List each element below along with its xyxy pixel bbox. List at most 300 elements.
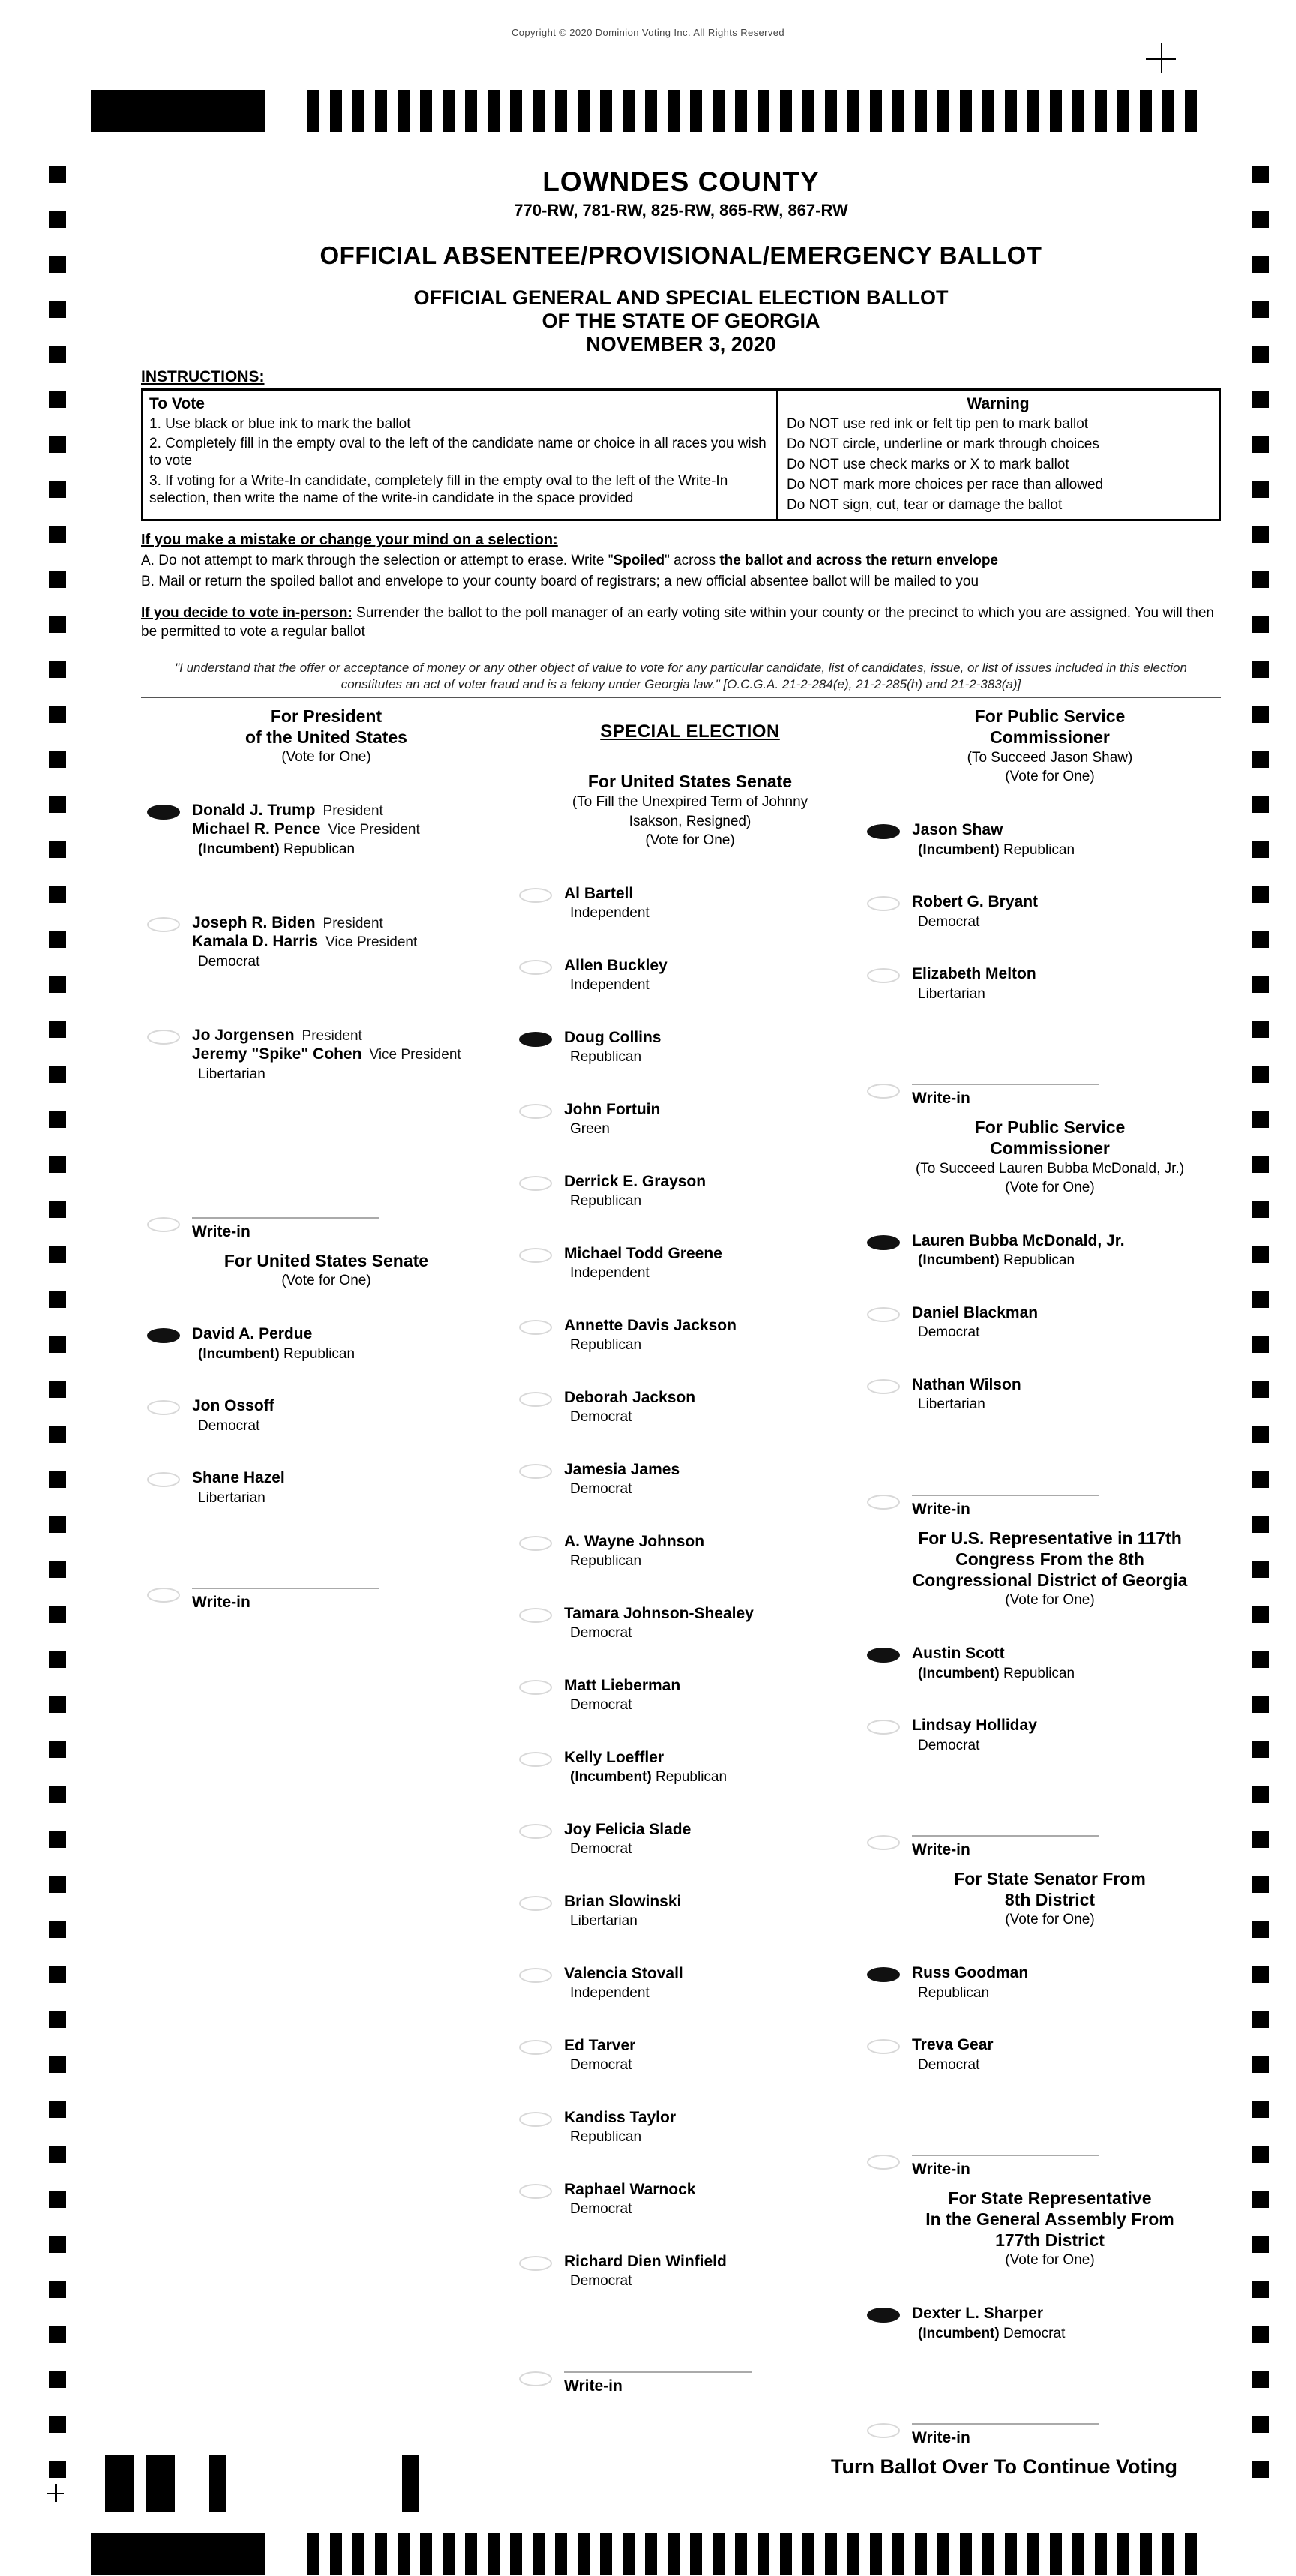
candidate-name: Annette Davis Jackson (564, 1316, 736, 1334)
timing-mark (50, 1291, 66, 1308)
timing-mark (1162, 2533, 1174, 2575)
timing-mark (488, 2533, 500, 2575)
timing-mark (488, 90, 500, 132)
candidate-party (564, 905, 650, 922)
timing-mark (758, 90, 770, 132)
candidate-party (564, 977, 668, 994)
write-in-row (147, 1585, 506, 1612)
timing-mark (1252, 2281, 1269, 2298)
timing-mark (1140, 90, 1152, 132)
write-in-line[interactable] (912, 1493, 1100, 1496)
timing-mark (1252, 481, 1269, 498)
candidate-text (564, 1749, 727, 1786)
to-vote-list (149, 415, 767, 507)
write-in-row (867, 2420, 1233, 2447)
in-person-paragraph: If you decide to vote in-person: Surrender the ballot to the poll manager of an early voting site within your county or the precinct to which you are assigned. You will then be permitted to vote a regular ballot (141, 604, 1214, 640)
ballot-oval-filled[interactable] (147, 1328, 180, 1343)
ballot-oval[interactable] (867, 896, 900, 911)
candidate-name-line (912, 965, 1036, 984)
candidate-row (519, 1461, 861, 1533)
candidate-party (564, 1553, 704, 1570)
timing-mark (848, 90, 860, 132)
ballot-oval[interactable] (867, 1307, 900, 1322)
timing-mark (1252, 976, 1269, 993)
warning-list (787, 415, 1210, 514)
ballot-oval[interactable] (519, 2256, 552, 2271)
incumbent-label: (Incumbent) (918, 1252, 1004, 1269)
candidate-name: Deborah Jackson (564, 1388, 696, 1406)
candidate-party (912, 1252, 1125, 1269)
encoding-bar (146, 2455, 175, 2512)
ballot-oval[interactable] (519, 1176, 552, 1191)
candidate-row (519, 1965, 861, 2037)
candidate-row (147, 1027, 506, 1139)
party-name: Libertarian (918, 985, 986, 1002)
ballot-oval-filled[interactable] (867, 1235, 900, 1250)
write-in-line[interactable] (912, 1834, 1100, 1837)
party-name: Democrat (570, 2273, 632, 2290)
timing-mark (50, 1696, 66, 1713)
party-name: Democrat (918, 1737, 980, 1753)
ballot-oval[interactable] (519, 1608, 552, 1623)
timing-mark (50, 616, 66, 633)
ballot-oval-filled[interactable] (147, 805, 180, 820)
timing-mark (1252, 796, 1269, 813)
write-in-line[interactable] (192, 1586, 380, 1589)
election-title-line1: OFFICIAL GENERAL AND SPECIAL ELECTION BALLOT (413, 286, 949, 309)
candidate-text (564, 1245, 722, 1282)
timing-mark (1252, 2056, 1269, 2073)
candidate-party (564, 1913, 681, 1930)
party-name: Republican (284, 1345, 356, 1362)
candidate-name: Michael Todd Greene (564, 1244, 722, 1262)
ballot-oval[interactable] (519, 1752, 552, 1767)
candidate-row (519, 1173, 861, 1245)
ballot-oval[interactable] (519, 1680, 552, 1695)
ballot-oval[interactable] (519, 1536, 552, 1551)
candidate-party (912, 914, 1038, 931)
timing-mark (330, 90, 342, 132)
timing-mark (1252, 1876, 1269, 1893)
timing-mark (510, 90, 522, 132)
candidate-row (519, 2181, 861, 2253)
ballot-oval[interactable] (147, 1030, 180, 1045)
party-name: Republican (1004, 1665, 1076, 1681)
timing-mark (420, 2533, 432, 2575)
timing-mark (1252, 1426, 1269, 1443)
timing-mark (1050, 90, 1062, 132)
ballot-oval[interactable] (519, 888, 552, 903)
timing-mark (50, 796, 66, 813)
candidate-name-line (564, 1101, 660, 1120)
candidate-row (867, 1232, 1233, 1304)
candidate-office-suffix: Vice President (326, 934, 418, 950)
timing-mark (1252, 1831, 1269, 1848)
timing-mark (1185, 2533, 1197, 2575)
candidate-row (519, 1821, 861, 1893)
timing-mark (50, 976, 66, 993)
write-in-line[interactable] (564, 2370, 752, 2373)
candidate-name-line (564, 1389, 695, 1408)
candidate-name: Jason Shaw (912, 820, 1004, 838)
candidate-row (867, 1645, 1233, 1717)
candidate-party (564, 1697, 680, 1714)
candidate-name: Jon Ossoff (192, 1397, 274, 1415)
timing-mark (50, 706, 66, 723)
contest-subtitle: (To Fill the Unexpired Term of Johnny (572, 794, 808, 811)
write-in-label: Write-in (564, 2377, 622, 2395)
write-in-row (867, 1492, 1233, 1519)
candidate-name-line (192, 914, 417, 933)
write-in-line[interactable] (912, 1082, 1100, 1085)
candidate-name-line (564, 1245, 722, 1264)
candidate-party (192, 954, 417, 970)
ballot-oval[interactable] (147, 1400, 180, 1415)
contest-us-senate (147, 1250, 506, 1612)
candidate-name-line (192, 933, 417, 952)
timing-mark (735, 2533, 747, 2575)
candidate-text (912, 2305, 1065, 2342)
timing-mark (398, 2533, 410, 2575)
timing-mark (915, 90, 927, 132)
write-in-line[interactable] (912, 2422, 1100, 2425)
candidate-party (912, 1666, 1075, 1682)
in-person-heading: If you decide to vote in-person: (141, 604, 352, 621)
write-in-block (912, 1081, 1100, 1108)
candidate-text (912, 1304, 1038, 1342)
candidate-name-line (912, 1304, 1038, 1323)
party-name: Independent (570, 1985, 650, 2002)
timing-mark (1252, 391, 1269, 408)
timing-mark (1252, 1966, 1269, 1983)
timing-mark (50, 1831, 66, 1848)
candidate-text (912, 1376, 1022, 1414)
candidate-name-line (564, 1533, 704, 1552)
party-name: Republican (656, 1769, 728, 1786)
write-in-label: Write-in (912, 2160, 970, 2178)
ballot-oval[interactable] (519, 1896, 552, 1911)
candidate-party (192, 1066, 461, 1083)
ballot-oval[interactable] (147, 1472, 180, 1487)
timing-block (92, 90, 266, 132)
candidate-name-line (564, 2037, 635, 2056)
timing-mark (50, 1921, 66, 1938)
timing-mark (1252, 886, 1269, 903)
registration-cross-icon (46, 2484, 64, 2502)
ballot-oval[interactable] (519, 1968, 552, 1983)
mistake-heading: If you make a mistake or change your mind on a selection: (141, 532, 558, 549)
timing-mark (712, 90, 724, 132)
timing-mark (1252, 1561, 1269, 1578)
contest-column-3 (867, 706, 1233, 2456)
timing-mark (50, 1156, 66, 1173)
candidate-party (564, 1265, 722, 1282)
contest-president (147, 706, 506, 1241)
write-in-oval[interactable] (867, 1084, 900, 1099)
timing-mark (50, 301, 66, 318)
ballot-oval[interactable] (519, 1392, 552, 1407)
timing-mark (1252, 1696, 1269, 1713)
timing-mark (825, 2533, 837, 2575)
ballot-oval[interactable] (519, 1248, 552, 1263)
candidate-name: Robert G. Bryant (912, 892, 1039, 910)
write-in-row (147, 1214, 506, 1241)
contest-title: For United States Senate (224, 1251, 429, 1271)
party-name: Democrat (198, 953, 260, 970)
candidate-name: Matt Lieberman (564, 1676, 681, 1694)
candidate-name: Kelly Loeffler (564, 1748, 664, 1766)
candidate-row (867, 821, 1233, 893)
candidate-name: Doug Collins (564, 1028, 662, 1046)
timing-mark (780, 2533, 792, 2575)
candidate-party (564, 1049, 662, 1066)
candidate-office-suffix: President (302, 1028, 362, 1045)
timing-mark (1252, 2101, 1269, 2118)
party-name: Republican (1004, 1252, 1076, 1269)
candidate-name-line (564, 957, 668, 976)
write-in-oval[interactable] (867, 2155, 900, 2170)
write-in-oval[interactable] (867, 2423, 900, 2438)
candidate-name-line (192, 820, 420, 839)
candidate-text (192, 1397, 274, 1435)
candidate-name: Valencia Stovall (564, 1964, 683, 1982)
candidate-name-line (912, 821, 1075, 840)
vote-for-instruction: (Vote for One) (281, 1273, 371, 1289)
ballot-oval[interactable] (867, 2039, 900, 2054)
candidate-row (867, 1376, 1233, 1448)
timing-mark (50, 2326, 66, 2343)
ballot-oval[interactable] (147, 917, 180, 932)
candidate-row (519, 1389, 861, 1461)
candidate-name: Dexter L. Sharper (912, 2305, 1044, 2323)
contest-title: Congress From the 8th (956, 1549, 1144, 1569)
copyright-line: Copyright © 2020 Dominion Voting Inc. All Rights Reserved (511, 27, 785, 38)
mistake-item-a: A. Do not attempt to mark through the selection or attempt to erase. Write "Spoiled" across the ballot and across the return envelope (141, 553, 999, 569)
timing-mark (50, 2371, 66, 2388)
candidate-name-line (192, 1469, 285, 1488)
ballot-oval-filled[interactable] (867, 1648, 900, 1663)
warning-item: Do NOT sign, cut, tear or damage the ballot (787, 497, 1063, 514)
ballot-oval[interactable] (519, 2112, 552, 2127)
contest-psc-mcdonald (867, 1117, 1233, 1519)
voter-oath: "I understand that the offer or acceptance of money or any other object of value to vote for any particular candidate, list of candidates, issue, or list of issues included in this election constitutes an act of voter fraud and is a felony under Georgia law." [O.C.G.A. 21-2-284(e), 21-2-285(h) and 21-2-383(a)] (141, 655, 1221, 698)
timing-mark (1252, 2326, 1269, 2343)
timing-mark (50, 1021, 66, 1038)
candidate-text (912, 2036, 994, 2074)
timing-mark (1252, 661, 1269, 678)
candidate-row (519, 2109, 861, 2181)
timing-mark (1252, 166, 1269, 183)
party-name: Libertarian (918, 1396, 986, 1413)
ballot-oval[interactable] (519, 1824, 552, 1839)
timing-mark (668, 2533, 680, 2575)
timing-mark (600, 2533, 612, 2575)
ballot-oval[interactable] (867, 1720, 900, 1735)
timing-mark (1252, 1291, 1269, 1308)
timing-mark (1252, 2011, 1269, 2028)
top-timing-bars (308, 90, 1197, 132)
timing-mark (780, 90, 792, 132)
ballot-oval[interactable] (519, 960, 552, 975)
timing-mark (50, 1516, 66, 1533)
contest-title: Commissioner (990, 1138, 1110, 1158)
special-election-header: SPECIAL ELECTION (600, 721, 780, 742)
candidate-row (867, 2036, 1233, 2108)
contest-title: For Public Service (974, 1117, 1126, 1137)
timing-mark (50, 526, 66, 543)
write-in-oval[interactable] (147, 1588, 180, 1603)
ballot-oval[interactable] (867, 968, 900, 983)
timing-mark (825, 90, 837, 132)
write-in-oval[interactable] (867, 1495, 900, 1510)
timing-mark (50, 1426, 66, 1443)
timing-mark (1252, 1246, 1269, 1263)
ballot-oval[interactable] (519, 1104, 552, 1119)
write-in-line[interactable] (912, 2153, 1100, 2156)
timing-mark (50, 2191, 66, 2208)
timing-mark (1252, 1021, 1269, 1038)
vote-for-instruction: (Vote for One) (1005, 1179, 1095, 1195)
write-in-block (912, 2420, 1100, 2447)
write-in-label: Write-in (912, 1840, 970, 1858)
timing-mark (50, 751, 66, 768)
candidate-office-suffix: Vice President (328, 821, 420, 838)
timing-mark (50, 2056, 66, 2073)
timing-mark (1252, 1606, 1269, 1623)
contest-header (867, 1868, 1233, 1928)
candidate-row (147, 1325, 506, 1397)
candidate-name-line (564, 1317, 736, 1336)
contest-header (867, 706, 1233, 785)
timing-mark (465, 90, 477, 132)
timing-mark (892, 2533, 904, 2575)
candidate-row (519, 1533, 861, 1605)
instructions-label: INSTRUCTIONS: (141, 368, 265, 385)
contest-subtitle: (To Succeed Jason Shaw) (967, 750, 1133, 766)
timing-mark (50, 166, 66, 183)
timing-mark (1252, 1741, 1269, 1758)
contest-us-senate-special (519, 771, 861, 2395)
timing-mark (442, 90, 454, 132)
contest-header (867, 1528, 1233, 1609)
timing-mark (50, 1561, 66, 1578)
timing-mark (622, 90, 634, 132)
timing-mark (1095, 2533, 1107, 2575)
candidate-text (564, 2109, 676, 2146)
timing-mark (50, 1651, 66, 1668)
candidate-row (519, 1749, 861, 1821)
candidate-text (564, 957, 668, 994)
ballot-oval[interactable] (867, 1379, 900, 1394)
write-in-oval[interactable] (867, 1835, 900, 1850)
mistake-item-b: B. Mail or return the spoiled ballot and envelope to your county board of registrars; a new official absentee ballot will be mailed to you (141, 574, 980, 590)
candidate-row (867, 1304, 1233, 1376)
ballot-oval[interactable] (519, 2184, 552, 2199)
candidate-text (564, 1677, 680, 1714)
contest-title: For United States Senate (587, 772, 793, 791)
incumbent-label: (Incumbent) (570, 1769, 656, 1786)
candidate-name: Austin Scott (912, 1644, 1005, 1662)
write-in-oval[interactable] (147, 1217, 180, 1232)
vote-for-instruction: (Vote for One) (1005, 1911, 1095, 1927)
candidate-row (519, 2253, 861, 2325)
timing-mark (1252, 616, 1269, 633)
ballot-oval-filled[interactable] (867, 2308, 900, 2323)
candidate-text (912, 1645, 1075, 1682)
incumbent-label: (Incumbent) (918, 2325, 1004, 2341)
front-matter (141, 166, 1221, 698)
candidate-name: Donald J. Trump (192, 802, 316, 820)
timing-mark (555, 2533, 567, 2575)
timing-mark (1028, 90, 1040, 132)
candidate-row (867, 893, 1233, 965)
candidate-party (564, 1841, 691, 1858)
party-name: Republican (570, 1193, 642, 1210)
ballot-oval[interactable] (519, 1464, 552, 1479)
ballot-oval[interactable] (519, 2040, 552, 2055)
write-in-block (912, 1832, 1100, 1859)
turn-ballot-over-text: Turn Ballot Over To Continue Voting (831, 2455, 1178, 2478)
candidate-party (564, 1337, 736, 1354)
candidate-text (564, 1461, 680, 1498)
timing-mark (50, 661, 66, 678)
timing-mark (50, 886, 66, 903)
write-in-oval[interactable] (519, 2371, 552, 2386)
candidate-name: A. Wayne Johnson (564, 1532, 705, 1550)
candidate-text (564, 1893, 681, 1930)
contest-column-2 (519, 721, 861, 2404)
party-name: Democrat (570, 1409, 632, 1426)
candidate-party (564, 2129, 676, 2146)
candidate-name-line (912, 1645, 1075, 1663)
ballot-oval[interactable] (519, 1320, 552, 1335)
timing-mark (1118, 90, 1130, 132)
timing-mark (1252, 436, 1269, 453)
candidate-text (192, 1325, 355, 1363)
bottom-timing-bars (308, 2533, 1197, 2575)
timing-mark (1252, 526, 1269, 543)
timing-mark (1252, 2236, 1269, 2253)
ballot-oval-filled[interactable] (867, 1967, 900, 1982)
write-in-row (867, 1832, 1233, 1859)
party-name: Democrat (570, 1841, 632, 1858)
ballot-oval-filled[interactable] (867, 824, 900, 839)
timing-mark (352, 90, 364, 132)
timing-mark (938, 90, 950, 132)
party-name: Democrat (570, 1625, 632, 1642)
party-name: Democrat (570, 2057, 632, 2074)
candidate-name-line (564, 1461, 680, 1480)
candidate-text (912, 893, 1038, 931)
candidate-row (147, 1397, 506, 1469)
contest-state-senator-8th (867, 1868, 1233, 2179)
ballot-oval-filled[interactable] (519, 1032, 552, 1047)
incumbent-label: (Incumbent) (198, 1345, 284, 1362)
candidate-row (519, 1245, 861, 1317)
timing-mark (50, 436, 66, 453)
timing-mark (465, 2533, 477, 2575)
candidate-row (519, 1677, 861, 1749)
write-in-row (867, 2152, 1233, 2179)
write-in-line[interactable] (192, 1216, 380, 1219)
timing-mark (1252, 1066, 1269, 1083)
candidate-name-line (192, 802, 420, 820)
party-name: Republican (570, 2129, 642, 2146)
right-timing-column (1252, 166, 1269, 2506)
timing-mark (50, 1111, 66, 1128)
timing-mark (690, 2533, 702, 2575)
party-name: Green (570, 1121, 610, 1138)
